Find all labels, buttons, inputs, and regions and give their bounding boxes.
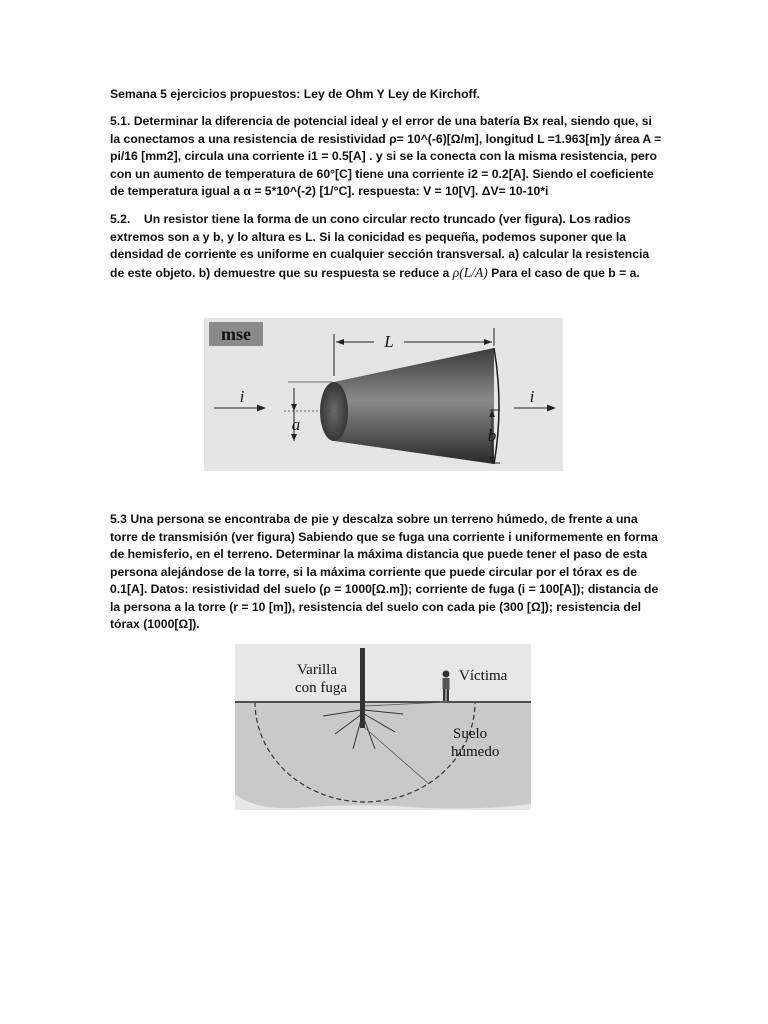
cone-body [334, 348, 494, 464]
radius-a-arrow-top [291, 404, 297, 411]
soil-label-2: húmedo [451, 744, 500, 760]
cone-small-face [320, 382, 348, 441]
problem-5-2-text-end: Para el caso de que b = a. [491, 265, 640, 280]
problem-5-2-formula: ρ(L/A) [452, 264, 488, 280]
radius-a-arrow-bottom [291, 434, 297, 441]
radius-b-label: b [487, 426, 497, 445]
current-in-arrowhead [257, 405, 266, 412]
current-out-label: i [529, 387, 535, 406]
problem-5-2 [110, 211, 662, 282]
problem-5-1-text: Determinar la diferencia de potencial ideal y el error de una batería Bx real, siendo que, si la conectamos a una resistencia de resistividad ρ= 10^(-6)[Ω/m], longitud L =1.963[m]y área A = pi/16 [mm2], circula una corriente i1 = 0.5[A] . y si se la conecta con la misma resistencia, pero con un aumento de temperatura de 60°[C] tiene una corriente i2 = 0.2[A]. Siendo el coeficiente de temperatura igual a α = 5*10^(-2) [1/°C]. respuesta: V = 10[V]. ΔV= 10-10*i [110, 114, 662, 198]
leaking-rod [360, 648, 365, 728]
ground-leak-diagram [235, 644, 531, 810]
problem-5-1 [110, 113, 662, 201]
problem-5-1-number: 5.1. [110, 114, 131, 128]
cone-resistor-diagram [204, 318, 563, 471]
current-in-label: i [239, 387, 245, 406]
mse-badge-text: mse [221, 324, 251, 344]
rod-label-2: con fuga [295, 680, 348, 696]
problem-5-2-number: 5.2. [110, 212, 131, 226]
soil-label: Suelo [453, 726, 488, 742]
length-arrow-right [484, 339, 492, 345]
current-out-arrowhead [547, 405, 556, 412]
radius-a-label: a [291, 415, 301, 434]
document-title: Semana 5 ejercicios propuestos: Ley de Ohm Y Ley de Kirchoff. [110, 87, 481, 101]
cone-resistor-figure [204, 318, 563, 471]
victim-label: Víctima [459, 668, 508, 684]
length-arrow-left [336, 339, 344, 345]
problem-5-3-text: Una persona se encontraba de pie y descalza sobre un terreno húmedo, de frente a una torre de transmisión (ver figura) Sabiendo que se fuga una corriente i uniformemente en forma de hemisferio, en el terreno. Determinar la máxima distancia que puede tener el paso de esta persona alejándose de la torre, si la máxima corriente que puede circular por el tórax es de 0.1[A]. Datos: resistividad del suelo (ρ = 1000[Ω.m]); corriente de fuga (i = 100[A]); distancia de la persona a la torre (r = 10 [m]), resistencia del suelo con cada pie (300 [Ω]); resistencia del tórax (1000[Ω]). [110, 512, 659, 631]
problem-5-3 [110, 511, 662, 634]
length-label: L [384, 332, 394, 351]
victim-figure [443, 671, 450, 702]
problem-5-2-text: Un resistor tiene la forma de un cono circular recto truncado (ver figura). Los radios extremos son a y b, y lo altura es L. Si la conicidad es pequeña, podemos suponer que la densidad de corriente es uniforme en cualquier sección transversal. a) calcular la resistencia de este objeto. b) demuestre que su respuesta se reduce a [110, 212, 650, 280]
problem-5-3-number: 5.3 [110, 512, 127, 526]
rod-label: Varilla [297, 662, 337, 678]
ground-leak-figure [235, 644, 531, 810]
cone-large-end [494, 348, 499, 464]
